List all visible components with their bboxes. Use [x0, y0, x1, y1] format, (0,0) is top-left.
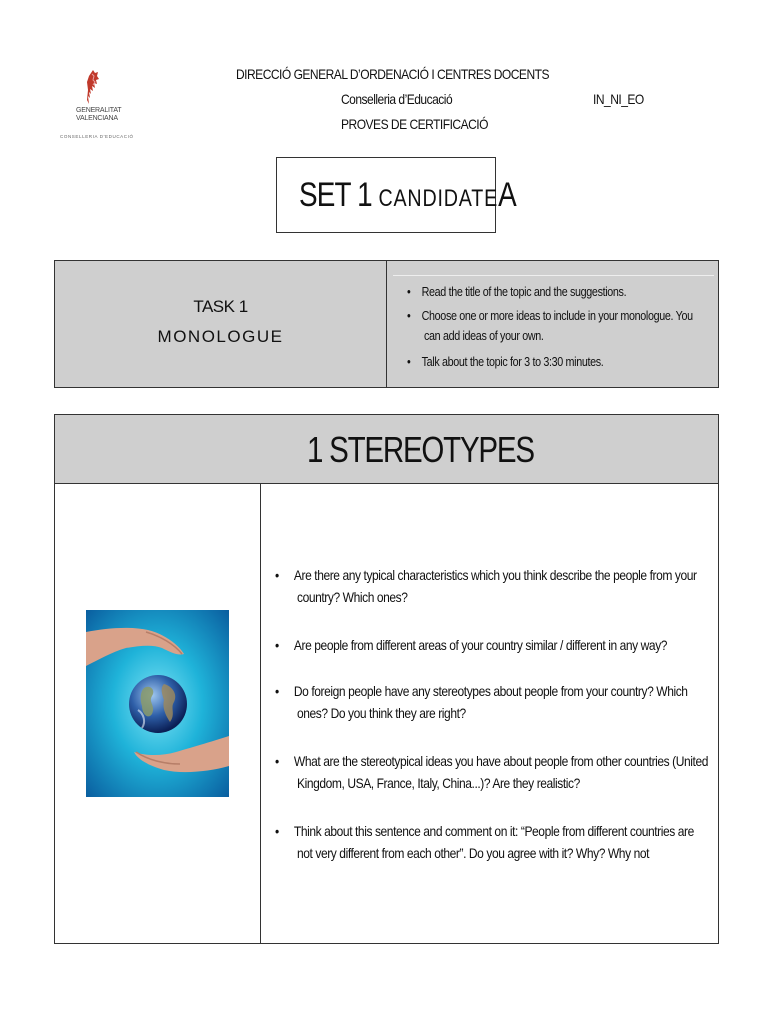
question-item [275, 683, 688, 699]
question-text: Do foreign people have any stereotypes about people from your country? Which [293, 683, 688, 699]
bullet: • [407, 355, 411, 369]
set-label: SET 1 [299, 176, 372, 214]
topic-table [54, 414, 719, 944]
candidate-label: CANDIDATE [378, 185, 499, 212]
question-text: Are people from different areas of your country similar / different in any way? [293, 637, 668, 653]
bullet: • [275, 823, 279, 839]
bullet: • [407, 309, 411, 323]
task-table [54, 260, 719, 388]
task-title: TASK 1 [193, 297, 248, 316]
question-item [275, 753, 708, 769]
logo-subtitle: CONSELLERIA D'EDUCACIÓ [60, 134, 134, 139]
question-text: What are the stereotypical ideas you have about people from other countries (United [293, 753, 708, 769]
bullet: • [407, 285, 411, 299]
generalitat-emblem-icon [86, 70, 100, 104]
question-item [275, 823, 694, 839]
question-item [275, 637, 667, 653]
bullet: • [275, 683, 279, 699]
instruction-item [407, 309, 693, 323]
topic-header [55, 415, 718, 484]
question-text: Are there any typical characteristics which you think describe the people from your [293, 567, 697, 583]
task-label-cell [55, 261, 387, 387]
question-text: Think about this sentence and comment on it: “People from different countries are [293, 823, 694, 839]
instruction-text: Read the title of the topic and the suggestions. [421, 285, 627, 299]
question-text: Kingdom, USA, France, Italy, China...)? Are they realistic? [297, 775, 580, 791]
instruction-item [407, 355, 603, 369]
header-proves: PROVES DE CERTIFICACIÓ [341, 116, 488, 132]
topic-title: 1 STEREOTYPES [307, 429, 534, 470]
instruction-text: Choose one or more ideas to include in your monologue. You [421, 309, 693, 323]
instruction-text: Talk about the topic for 3 to 3:30 minutes. [421, 355, 604, 369]
generalitat-logo [58, 70, 134, 142]
instruction-text: can add ideas of your own. [424, 329, 544, 343]
bullet: • [275, 753, 279, 769]
divider [393, 275, 714, 276]
task-instructions-cell [387, 261, 718, 387]
logo-line-2: VALENCIANA [76, 115, 118, 122]
bullet: • [275, 637, 279, 653]
question-text: ones? Do you think they are right? [297, 705, 466, 721]
topic-image-cell [55, 483, 261, 943]
question-text: not very different from each other”. Do you agree with it? Why? Why not [297, 845, 650, 861]
question-text: country? Which ones? [297, 589, 408, 605]
bullet: • [275, 567, 279, 583]
header-code: IN_NI_EO [593, 91, 644, 107]
task-subtitle: MONOLOGUE [157, 327, 284, 346]
header-conselleria: Conselleria d’Educació [341, 91, 453, 107]
header-directorate: DIRECCIÓ GENERAL D’ORDENACIÓ I CENTRES DOCENTS [236, 66, 549, 82]
set-candidate-box [276, 157, 516, 233]
question-item [275, 567, 697, 583]
globe-in-hands-icon [86, 610, 229, 797]
instruction-item [407, 285, 626, 299]
candidate-letter: A [498, 176, 516, 214]
logo-line-1: GENERALITAT [76, 107, 122, 114]
